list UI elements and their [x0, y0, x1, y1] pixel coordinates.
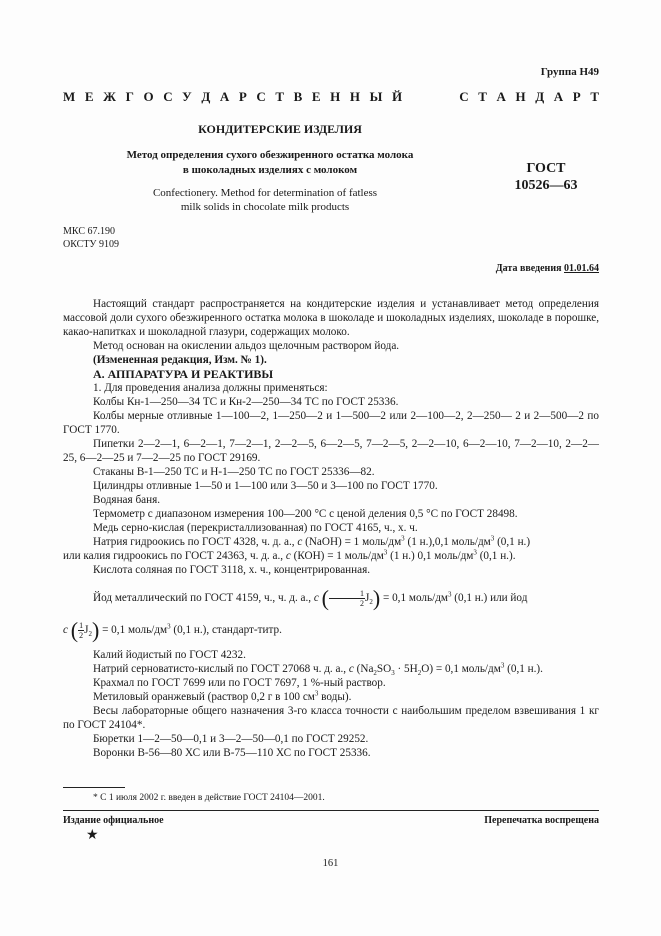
group-code: Группа Н49 [540, 66, 599, 78]
banner-letter: А [219, 89, 230, 104]
list-item: Колбы мерные отливные 1—100—2, 1—250—2 и 1—500—2 или 2—100—2, 2—250— 2 и 2—500—2 по ГОСТ 1770. [63, 410, 599, 436]
superscript: 3 [447, 590, 452, 599]
right-paren: ) [372, 585, 381, 611]
text: SO [376, 662, 392, 675]
banner-letter: Н [330, 89, 341, 104]
subscript: 2 [373, 669, 377, 678]
banner-letter: С [459, 89, 469, 104]
banner-letter: Е [84, 89, 94, 104]
text: воды). [321, 690, 352, 703]
interstate-standard-banner [63, 89, 599, 105]
symbol: c [313, 592, 319, 604]
list-item: Стаканы В-1—250 ТС и Н-1—250 ТС по ГОСТ 25336—82. [93, 466, 375, 478]
list-item: Колбы Кн-1—250—34 ТС и Кн-2—250—34 ТС по ГОСТ 25336. [93, 396, 399, 408]
introduction-date [496, 263, 599, 274]
symbol: c [348, 662, 354, 675]
banner-gap [412, 89, 450, 105]
banner-letter: С [163, 89, 173, 104]
banner-letter: Н [349, 89, 361, 104]
date-label: Дата введения [495, 263, 562, 274]
symbol: c [285, 550, 291, 562]
superscript: 3 [473, 548, 477, 557]
text: Натрия гидроокись по ГОСТ 4328, ч. д. а., [93, 536, 295, 548]
text: Метиловый оранжевый (раствор 0,2 г в 100 см [93, 690, 315, 703]
subtitle-line: Метод определения сухого обезжиренного остатка молока [126, 149, 414, 161]
subscript: 2 [369, 598, 373, 607]
list-item: Цилиндры отливные 1—50 и 1—100 или 3—50 и 3—100 по ГОСТ 1770. [93, 480, 438, 492]
document-title: КОНДИТЕРСКИЕ ИЗДЕЛИЯ [198, 122, 362, 136]
document-body [63, 297, 599, 760]
list-item: Воронки В-56—80 ХС или В-75—110 ХС по ГОСТ 25336. [93, 746, 371, 759]
banner-letter: Т [275, 89, 285, 104]
text: (0,1 н.) или йод [454, 592, 528, 604]
banner-letter: А [553, 89, 564, 104]
symbol: c [63, 624, 68, 637]
mks-code: МКС 67.190 [63, 226, 115, 237]
list-item: Кислота соляная по ГОСТ 3118, х. ч., концентрированная. [93, 564, 371, 576]
superscript: 3 [383, 548, 388, 557]
text: (0,1 н.). [479, 550, 516, 562]
text: (0,1 н.). [507, 662, 543, 675]
list-item: Водяная баня. [93, 494, 161, 506]
list-item: Весы лабораторные общего назначения 3-го класса точности с наибольшим пределом взвешивания 1 кг по ГОСТ 24104*. [63, 704, 599, 731]
footer-rule [63, 810, 599, 811]
footnote: * С 1 июля 2002 г. введен в действие ГОСТ 24104—2001. [93, 793, 325, 803]
superscript: 3 [401, 534, 405, 543]
okstu-code: ОКСТУ 9109 [63, 239, 120, 250]
list-item [63, 549, 599, 563]
banner-letter: Й [391, 89, 403, 104]
text: Натрий серноватисто-кислый по ГОСТ 27068 ч. д. а., [93, 662, 347, 675]
banner-letter: В [293, 89, 303, 104]
list-item: Медь серно-кислая (перекристаллизованная) по ГОСТ 4165, ч., х. ч. [93, 522, 418, 534]
section-heading: А. АППАРАТУРА И РЕАКТИВЫ [93, 367, 274, 381]
official-edition-label: Издание официальное [63, 815, 164, 826]
list-item [63, 662, 599, 676]
amendment-note: (Измененная редакция, Изм. № 1). [93, 354, 267, 366]
symbol: c [297, 536, 303, 548]
reprint-prohibited-label: Перепечатка воспрещена [484, 815, 599, 826]
banner-letter: У [182, 89, 192, 104]
banner-letter: Г [125, 89, 134, 104]
fraction-denominator: 2 [360, 598, 364, 608]
banner-letter: Н [515, 89, 526, 104]
banner-letter: Д [535, 89, 545, 104]
subscript: 3 [391, 669, 395, 678]
list-item [63, 587, 599, 609]
banner-letter: Ж [103, 89, 116, 104]
subscript: 2 [417, 669, 422, 678]
english-title-line: milk solids in chocolate milk products [180, 201, 350, 213]
subtitle-line: в шоколадных изделиях с молоком [182, 164, 358, 176]
list-item: 1. Для проведения анализа должны применяться: [93, 382, 328, 394]
symbol: J [365, 592, 370, 604]
subscript: 2 [88, 630, 92, 639]
banner-letter: Р [572, 89, 581, 104]
banner-letter: Е [311, 89, 321, 104]
right-paren: ) [91, 617, 100, 643]
list-item: Термометр с диапазоном измерения 100—200 °С с ценой деления 0,5 °С по ГОСТ 28498. [93, 508, 518, 520]
superscript: 3 [314, 689, 319, 698]
list-item: Бюретки 1—2—50—0,1 и 3—2—50—0,1 по ГОСТ 29252. [93, 732, 369, 745]
text: (Na [356, 662, 374, 675]
fraction-numerator: 1 [79, 621, 84, 631]
text: (1 н.),0,1 моль/дм [407, 536, 491, 548]
document-subtitle [100, 148, 440, 178]
intro-paragraph: Настоящий стандарт распространяется на кондитерские изделия и устанавливает метод определения массовой доли сухого обезжиренного остатка молока в шоколаде и шоколадных изделиях, шоколаде в порошке, какао-напитках и шоколадной глазури, содержащих молоко. [63, 298, 599, 338]
text: O) = 0,1 моль/дм [421, 662, 501, 675]
intro-paragraph: Метод основан на окислении альдоз щелочным раствором йода. [93, 340, 400, 352]
left-paren: ( [321, 585, 329, 611]
gost-number: 10526—63 [514, 178, 578, 193]
text: (0,1 н.), стандарт-титр. [173, 624, 282, 637]
symbol: J [84, 624, 89, 637]
star-icon: ★ [86, 828, 99, 843]
list-item: Крахмал по ГОСТ 7699 или по ГОСТ 7697, 1 %-ный раствор. [93, 676, 386, 689]
banner-letter: А [496, 89, 506, 104]
banner-letter: О [143, 89, 154, 104]
fraction [329, 589, 365, 608]
left-paren: ( [70, 617, 79, 643]
date-value: 01.01.64 [564, 263, 599, 274]
fraction-numerator: 1 [329, 589, 365, 599]
banner-letter: М [63, 89, 76, 104]
text: или калия гидроокись по ГОСТ 24363, ч. д. а., [63, 550, 284, 562]
english-title [130, 186, 400, 214]
text: = 0,1 моль/дм [102, 624, 168, 637]
list-item: Пипетки 2—2—1, 6—2—1, 7—2—1, 2—2—5, 6—2—5, 7—2—5, 2—2—10, 6—2—10, 7—2—10, 2—2—25, 6—2—25 и 7—2—25 по ГОСТ 29169. [63, 438, 599, 464]
classification-codes [63, 225, 119, 251]
page-number: 161 [322, 858, 339, 869]
footnote-rule [63, 787, 125, 788]
text: Йод металлический по ГОСТ 4159, ч., ч. д. а., [93, 592, 312, 604]
text: (NaOH) = 1 моль/дм [305, 536, 402, 548]
banner-letter: Т [590, 89, 599, 104]
list-item [63, 619, 599, 641]
text: = 0,1 моль/дм [382, 592, 448, 604]
banner-letter: Ы [369, 89, 383, 104]
superscript: 3 [500, 661, 505, 670]
superscript: 3 [490, 534, 495, 543]
text: (КОН) = 1 моль/дм [293, 550, 384, 562]
list-item [63, 535, 599, 549]
banner-letter: С [256, 89, 266, 104]
gost-label: ГОСТ [526, 161, 566, 176]
english-title-line: Confectionery. Method for determination of fatless [152, 187, 378, 199]
list-item: Калий йодистый по ГОСТ 4232. [93, 648, 246, 661]
banner-letter: Р [238, 89, 247, 104]
text: (0,1 н.) [497, 536, 531, 548]
superscript: 3 [167, 622, 171, 631]
text: (1 н.) 0,1 моль/дм [390, 550, 474, 562]
gost-designation [496, 160, 596, 194]
fraction-denominator: 2 [79, 631, 84, 641]
list-item [63, 690, 599, 704]
banner-letter: Д [201, 89, 211, 104]
text: · 5H [397, 662, 418, 675]
banner-letter: Т [478, 89, 487, 104]
